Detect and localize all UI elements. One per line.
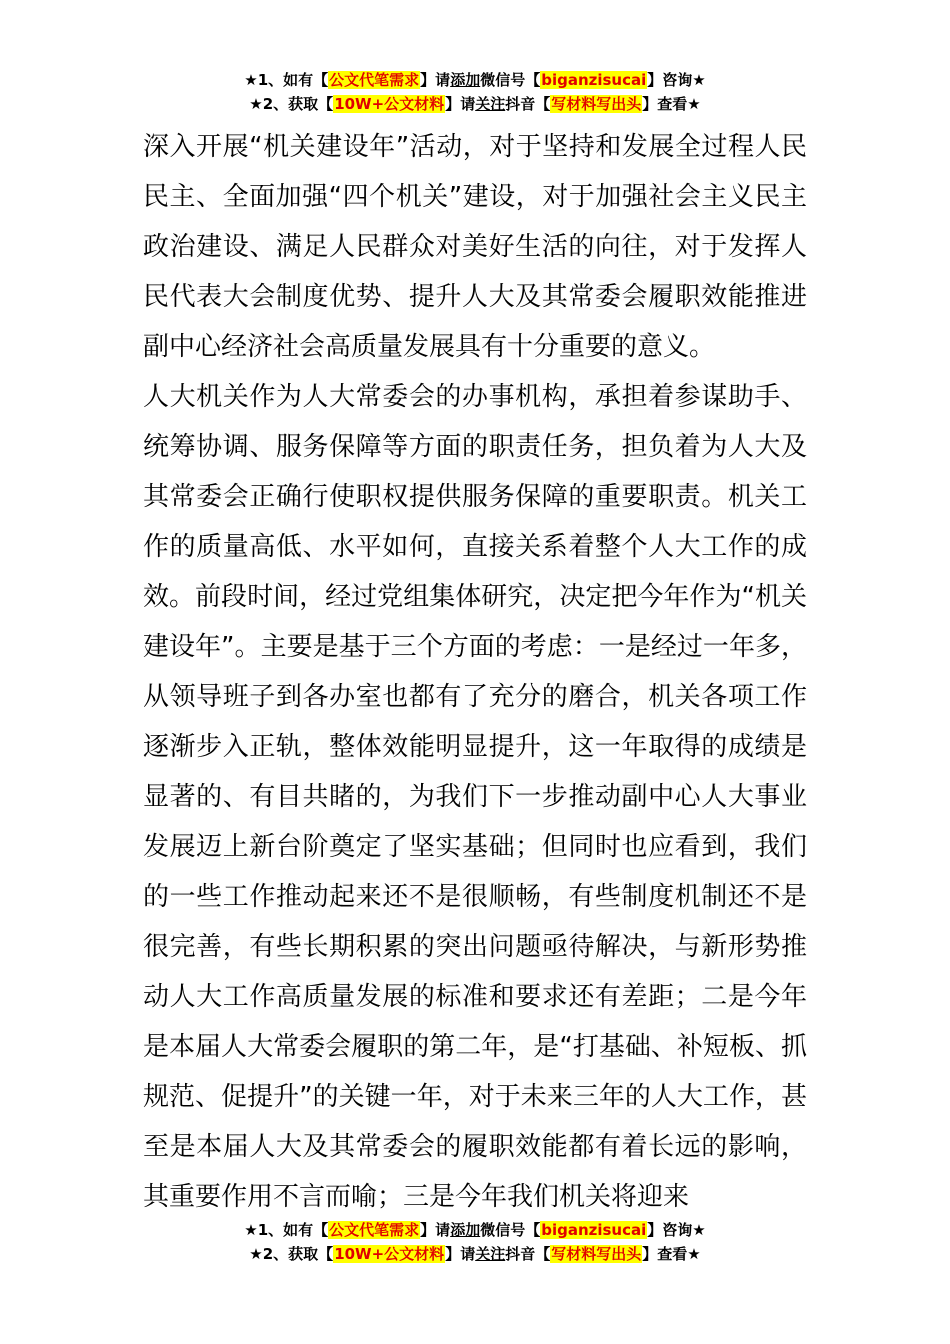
highlight-wechat-id: biganzisucai [541, 71, 647, 89]
paragraph: 人大机关作为人大常委会的办事机构，承担着参谋助手、统筹协调、服务保障等方面的职责任务，担负着为人大及其常委会正确行使职权提供服务保障的重要职责。机关工作的质量高低、水平如何，直接关系着整个人大工作的成效。前段时间，经过党组集体研究，决定把今年作为“机关建设年”。主要是基于三个方面的考虑：一是经过一年多，从领导班子到各办室也都有了充分的磨合，机关各项工作逐渐步入正轨，整体效能明显提升，这一年取得的成绩是显著的、有目共睹的，为我们下一步推动副中心人大事业发展迈上新台阶奠定了坚实基础；但同时也应看到，我们的一些工作推动起来还不是很顺畅，有些制度机制还不是很完善，有些长期积累的突出问题亟待解决，与新形势推动人大工作高质量发展的标准和要求还有差距；二是今年是本届人大常委会履职的第二年，是“打基础、补短板、抓规范、促提升”的关键一年，对于未来三年的人大工作，甚至是本届人大及其常委会的履职效能都有着长远的影响，其重要作用不言而喻；三是今年我们机关将迎来 [143, 382, 807, 1212]
star-icon: ★ [249, 1245, 263, 1263]
highlight-douyin-account: 写材料写出头 [551, 1245, 642, 1263]
footer-banner [0, 1218, 950, 1266]
star-icon: ★ [244, 1221, 258, 1239]
banner-line-2: ★2、获取【10W+公文材料】请关注抖音【写材料写出头】查看★ [249, 95, 701, 113]
highlight-wechat-id: biganzisucai [541, 1221, 647, 1239]
highlight-service: 公文代笔需求 [329, 71, 420, 89]
highlight-douyin-account: 写材料写出头 [551, 95, 642, 113]
banner-line-1: ★1、如有【公文代笔需求】请添加微信号【biganzisucai】咨询★ [244, 1221, 706, 1239]
banner-line-2: ★2、获取【10W+公文材料】请关注抖音【写材料写出头】查看★ [249, 1245, 701, 1263]
highlight-materials: 10W+公文材料 [334, 1245, 445, 1263]
star-icon: ★ [249, 95, 263, 113]
document-body [143, 122, 807, 1222]
star-icon: ★ [244, 71, 258, 89]
paragraph: 深入开展“机关建设年”活动，对于坚持和发展全过程人民民主、全面加强“四个机关”建设，对于加强社会主义民主政治建设、满足人民群众对美好生活的向往，对于发挥人民代表大会制度优势、提升人大及其常委会履职效能推进副中心经济社会高质量发展具有十分重要的意义。 [143, 132, 807, 362]
header-banner [0, 68, 950, 116]
highlight-materials: 10W+公文材料 [334, 95, 445, 113]
highlight-service: 公文代笔需求 [329, 1221, 420, 1239]
banner-line-1: ★1、如有【公文代笔需求】请添加微信号【biganzisucai】咨询★ [244, 71, 706, 89]
